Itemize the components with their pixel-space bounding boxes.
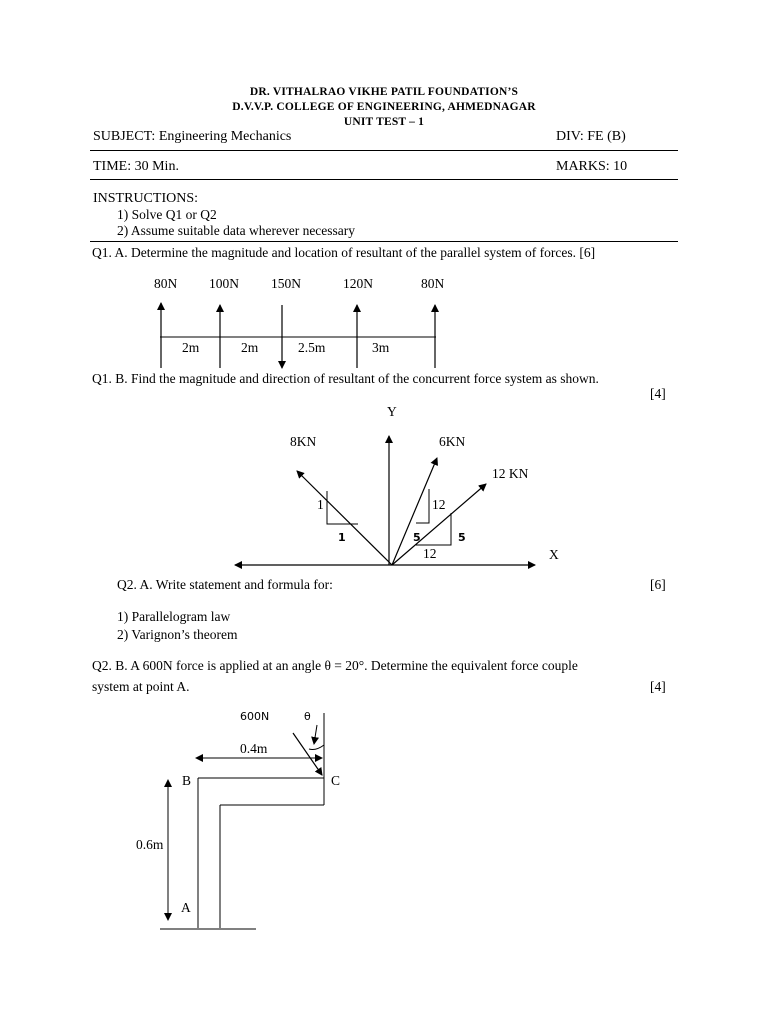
instruction-item: 1) Solve Q1 or Q2 <box>117 207 217 222</box>
force-label-100n: 100N <box>209 276 239 291</box>
force-label-120n: 120N <box>343 276 373 291</box>
q2a-item: 2) Varignon’s theorem <box>117 627 238 642</box>
marks-label: MARKS: 10 <box>556 159 628 174</box>
force-label-8kn: 8KN <box>290 434 317 449</box>
instructions-title: INSTRUCTIONS: <box>93 191 199 206</box>
college-name: D.V.V.P. COLLEGE OF ENGINEERING, AHMEDNAGAR <box>232 101 536 113</box>
slope-label-8kn-vertical: 1 <box>317 497 324 512</box>
force-label-150n: 150N <box>271 276 301 291</box>
force-arrow-8kn <box>297 471 392 565</box>
point-a-label: A <box>181 900 191 915</box>
slope-label-6kn-vertical: 12 <box>432 497 446 512</box>
spacing-label: 2m <box>182 340 200 355</box>
q2b-marks: [4] <box>650 679 666 694</box>
time-label: TIME: 30 Min. <box>93 159 179 174</box>
q1b-marks: [4] <box>650 386 666 401</box>
slope-label-6kn-horizontal: 5 <box>413 531 421 544</box>
instruction-item: 2) Assume suitable data wherever necessary <box>117 223 356 238</box>
slope-triangle-6kn <box>416 489 429 523</box>
slope-label-12kn-vertical: 5 <box>458 531 466 544</box>
force-arrow-600n <box>293 733 322 775</box>
q1b-text: Q1. B. Find the magnitude and direction of resultant of the concurrent force system as shown. <box>92 371 599 386</box>
subject-label: SUBJECT: Engineering Mechanics <box>93 129 292 144</box>
spacing-label: 3m <box>372 340 390 355</box>
force-label-80n-left: 80N <box>154 276 178 291</box>
test-title: UNIT TEST – 1 <box>343 116 425 128</box>
college-foundation: DR. VITHALRAO VIKHE PATIL FOUNDATION’S <box>249 86 519 98</box>
q1a-text: Q1. A. Determine the magnitude and location of resultant of the parallel system of forces. [6] <box>92 245 596 260</box>
q2b-text-line2: system at point A. <box>92 679 190 694</box>
spacing-label: 2.5m <box>298 340 326 355</box>
spacing-label: 2m <box>241 340 259 355</box>
point-c-label: C <box>331 773 341 788</box>
dimension-0-4m-label: 0.4m <box>240 741 268 756</box>
slope-label-12kn-horizontal: 12 <box>423 546 437 561</box>
theta-label: θ <box>304 710 311 723</box>
q2a-marks: [6] <box>650 577 666 592</box>
y-axis-label: Y <box>387 404 397 419</box>
q2b-text-line1: Q2. B. A 600N force is applied at an angle θ = 20°. Determine the equivalent force couple <box>92 658 578 673</box>
theta-arc <box>309 745 324 750</box>
force-label-80n-right: 80N <box>421 276 445 291</box>
slope-label-8kn-horizontal: 1 <box>338 531 346 544</box>
point-b-label: B <box>182 773 192 788</box>
q2a-item: 1) Parallelogram law <box>117 609 231 624</box>
theta-pointer <box>314 725 317 744</box>
q1b-diagram <box>235 436 535 565</box>
slope-triangle-8kn <box>327 491 358 524</box>
division-label: DIV: FE (B) <box>556 129 626 144</box>
x-axis-label: X <box>549 547 559 562</box>
force-label-600n: 600N <box>240 710 270 723</box>
force-label-6kn: 6KN <box>439 434 466 449</box>
dimension-0-6m-label: 0.6m <box>136 837 164 852</box>
q2a-text: Q2. A. Write statement and formula for: <box>117 577 333 592</box>
force-label-12kn: 12 KN <box>492 466 529 481</box>
